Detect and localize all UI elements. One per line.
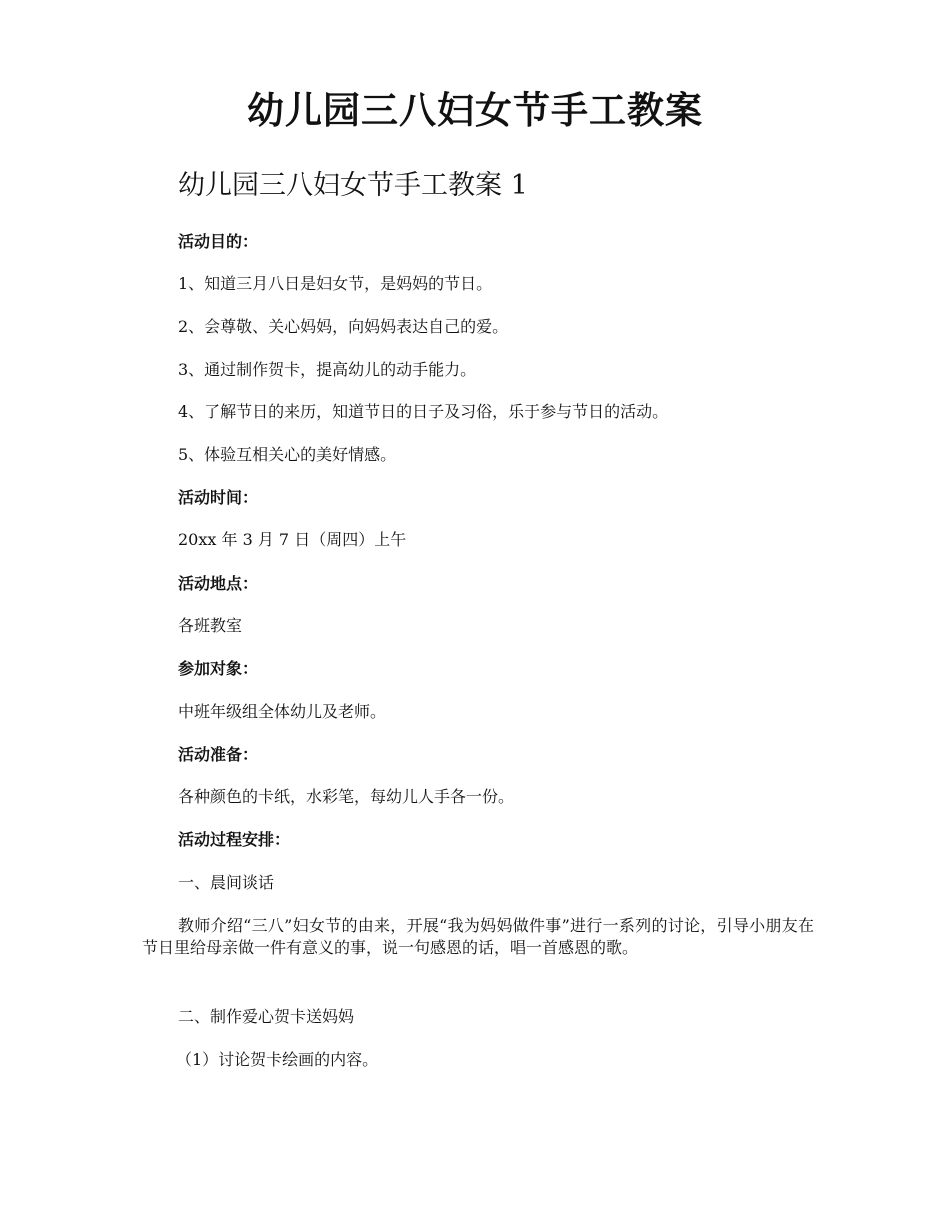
section-heading: 幼儿园三八妇女节手工教案 1 bbox=[178, 170, 528, 201]
goal-item: 1、知道三月八日是妇女节，是妈妈的节日。 bbox=[178, 274, 493, 293]
step2-title: 二、制作爱心贺卡送妈妈 bbox=[178, 1007, 355, 1026]
step2-sub-item: （1）讨论贺卡绘画的内容。 bbox=[176, 1050, 379, 1069]
document-title: 幼儿园三八妇女节手工教案 bbox=[247, 88, 703, 132]
participants-label: 参加对象： bbox=[178, 659, 259, 678]
goal-item: 2、会尊敬、关心妈妈，向妈妈表达自己的爱。 bbox=[178, 317, 509, 336]
preparation-value: 各种颜色的卡纸，水彩笔，每幼儿人手各一份。 bbox=[178, 787, 515, 806]
step1-title: 一、晨间谈话 bbox=[178, 873, 275, 892]
step1-body: 教师介绍“三八”妇女节的由来，开展“我为妈妈做件事”进行一系列的讨论，引导小朋友在节日里给母亲做一件有意义的事，说一句感恩的话，唱一首感恩的歌。 bbox=[142, 916, 814, 957]
goal-item: 3、通过制作贺卡，提高幼儿的动手能力。 bbox=[178, 360, 477, 379]
process-label: 活动过程安排： bbox=[178, 830, 291, 849]
goals-label: 活动目的： bbox=[178, 232, 259, 251]
place-value: 各班教室 bbox=[178, 616, 243, 635]
goal-item: 5、体验互相关心的美好情感。 bbox=[178, 445, 397, 464]
goal-item: 4、了解节日的来历，知道节日的日子及习俗，乐于参与节日的活动。 bbox=[178, 402, 669, 421]
time-label: 活动时间： bbox=[178, 488, 259, 507]
place-label: 活动地点： bbox=[178, 574, 259, 593]
preparation-label: 活动准备： bbox=[178, 745, 259, 764]
participants-value: 中班年级组全体幼儿及老师。 bbox=[178, 702, 387, 721]
time-value: 20xx 年 3 月 7 日（周四）上午 bbox=[178, 530, 407, 549]
